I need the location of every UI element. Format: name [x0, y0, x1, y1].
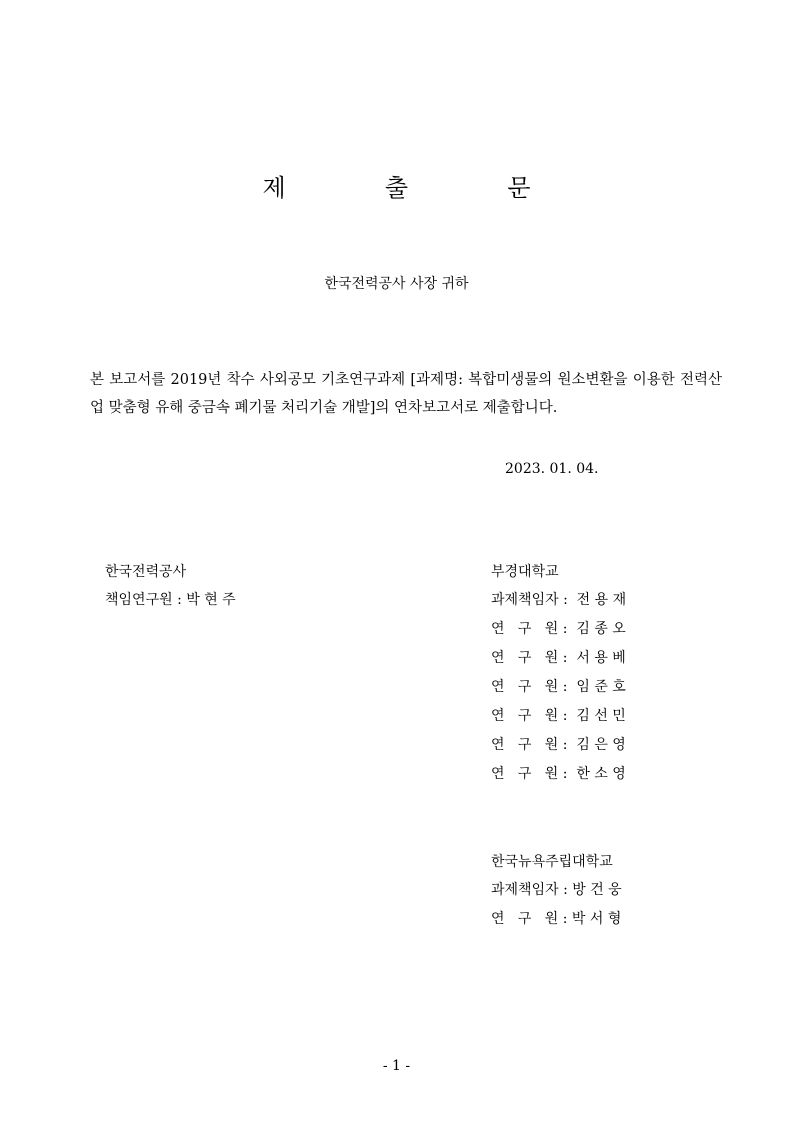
document-title: 제 출 문 [262, 174, 559, 202]
pknu-member-row: 연 구 원 : 김 선 민 [491, 708, 626, 724]
pknu-member-row: 연 구 원 : 김 은 영 [491, 737, 626, 753]
suny-org-name: 한국뉴욕주립대학교 [491, 854, 613, 870]
submission-statement: 본 보고서를 2019년 착수 사외공모 기초연구과제 [과제명: 복합미생물의 원소변환을 이용한 전력산업 맞춤형 유해 중금속 폐기물 처리기술 개발]의 연차보고서로 제출합니다. [90, 372, 722, 416]
pknu-member-row: 과제책임자 : 전 용 재 [491, 592, 627, 608]
kepco-principal-researcher: 책임연구원 : 박 현 주 [105, 592, 236, 608]
recipient-line: 한국전력공사 사장 귀하 [324, 276, 469, 292]
pknu-member-row: 연 구 원 : 김 종 오 [491, 621, 626, 637]
suny-member-row: 연 구 원 : 박 서 형 [491, 911, 622, 927]
pknu-member-row: 연 구 원 : 임 준 호 [491, 679, 626, 695]
pknu-member-row: 연 구 원 : 한 소 영 [491, 766, 626, 782]
pknu-member-row: 연 구 원 : 서 용 베 [491, 650, 626, 666]
pknu-org-name: 부경대학교 [491, 564, 559, 580]
suny-member-row: 과제책임자 : 방 건 웅 [491, 882, 622, 898]
page-number: - 1 - [382, 1058, 411, 1074]
submission-date: 2023. 01. 04. [505, 461, 599, 477]
kepco-org-name: 한국전력공사 [105, 564, 187, 580]
